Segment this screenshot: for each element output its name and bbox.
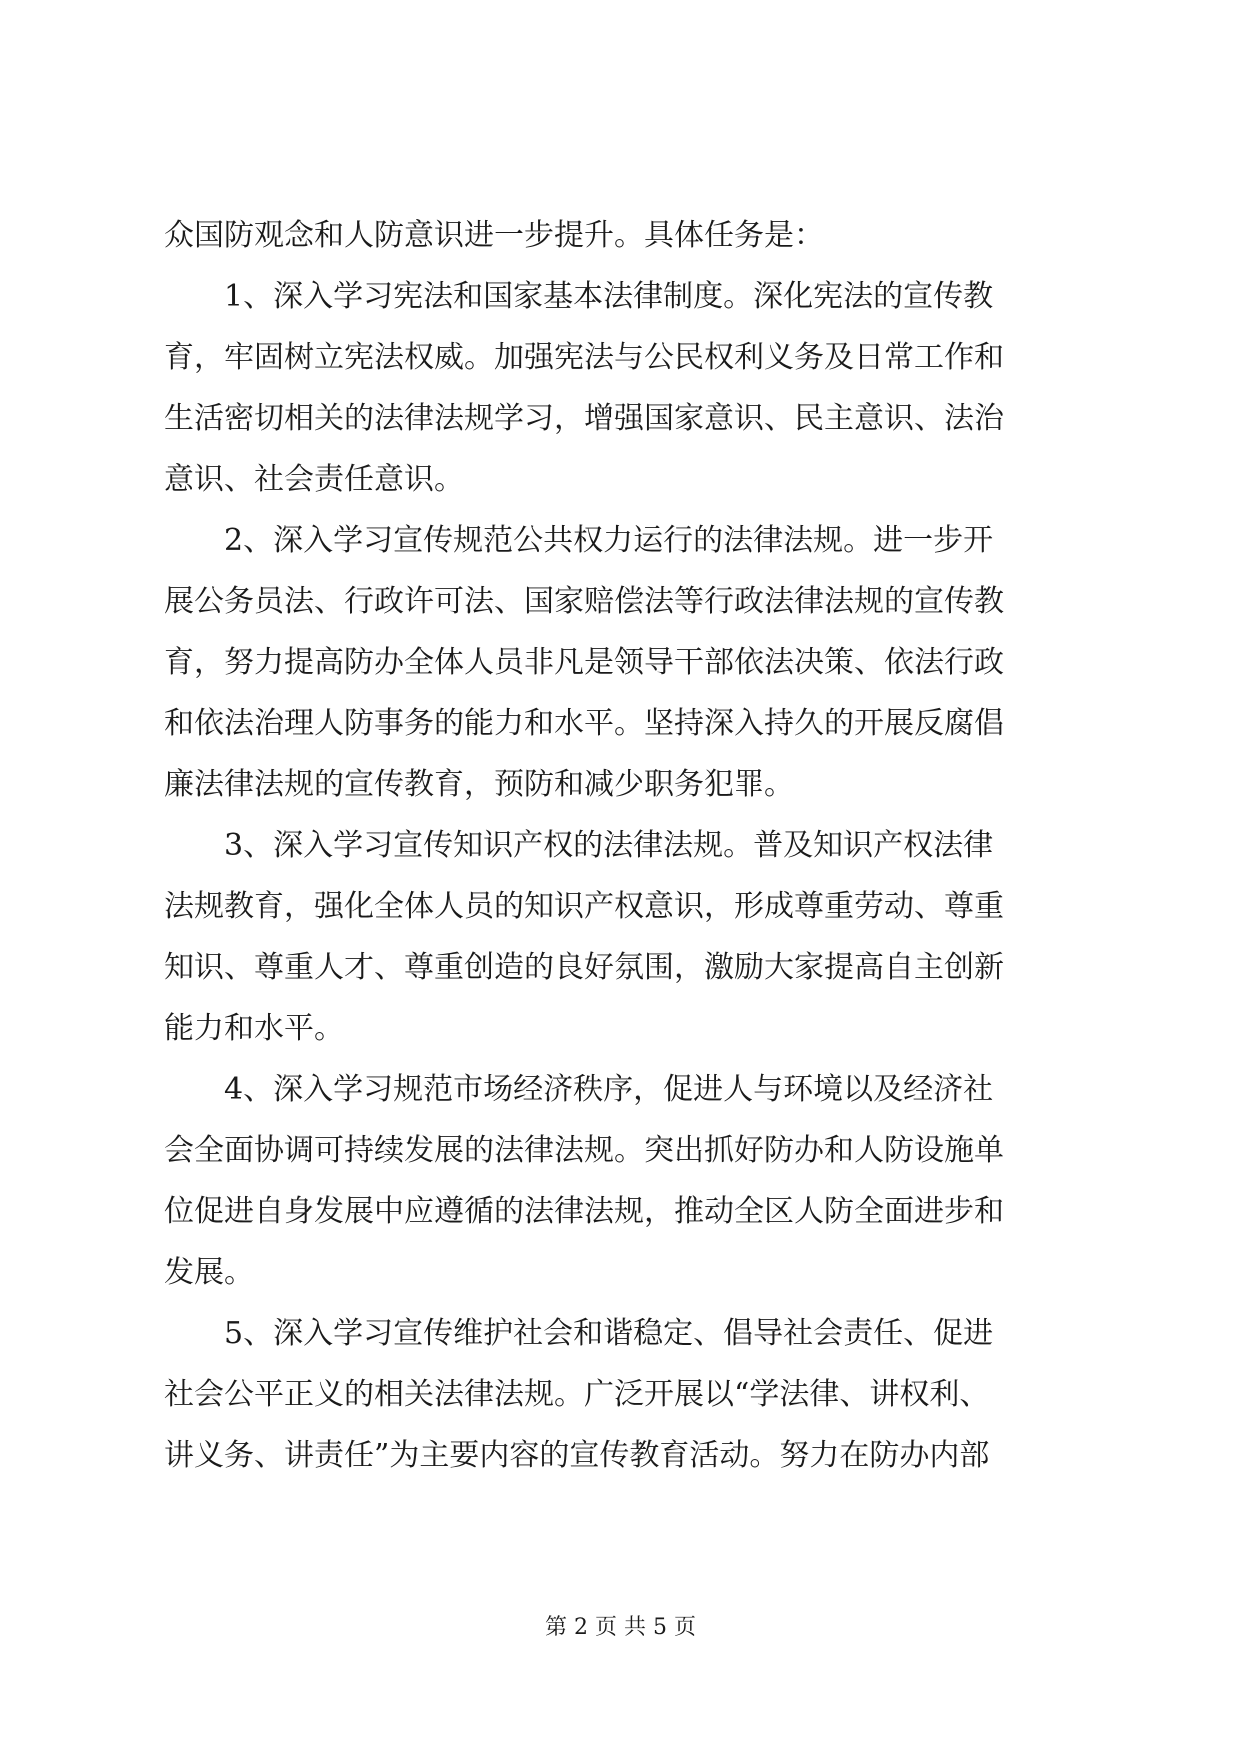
text-line: 育，努力提高防办全体人员非凡是领导干部依法决策、依法行政 [164, 645, 1004, 680]
text-line: 5、深入学习宣传维护社会和谐稳定、倡导社会责任、促进 [164, 1316, 994, 1351]
text-line: 众国防观念和人防意识进一步提升。具体任务是： [164, 218, 824, 253]
text-line: 1、深入学习宪法和国家基本法律制度。深化宪法的宣传教 [164, 279, 994, 314]
text-line: 3、深入学习宣传知识产权的法律法规。普及知识产权法律 [164, 828, 994, 863]
text-line: 2、深入学习宣传规范公共权力运行的法律法规。进一步开 [164, 523, 994, 558]
text-line: 讲义务、讲责任”为主要内容的宣传教育活动。努力在防办内部 [164, 1438, 990, 1473]
text-line: 位促进自身发展中应遵循的法律法规，推动全区人防全面进步和 [164, 1194, 1004, 1229]
text-line: 会全面协调可持续发展的法律法规。突出抓好防办和人防设施单 [164, 1133, 1004, 1168]
text-line: 生活密切相关的法律法规学习，增强国家意识、民主意识、法治 [164, 401, 1004, 436]
document-body [164, 205, 1084, 1486]
text-line: 和依法治理人防事务的能力和水平。坚持深入持久的开展反腐倡 [164, 706, 1004, 741]
text-line: 意识、社会责任意识。 [164, 462, 464, 497]
text-line: 能力和水平。 [164, 1011, 344, 1046]
text-line: 育，牢固树立宪法权威。加强宪法与公民权利义务及日常工作和 [164, 340, 1004, 375]
text-line: 展公务员法、行政许可法、国家赔偿法等行政法律法规的宣传教 [164, 584, 1004, 619]
text-line: 4、深入学习规范市场经济秩序，促进人与环境以及经济社 [164, 1072, 994, 1107]
text-line: 法规教育，强化全体人员的知识产权意识，形成尊重劳动、尊重 [164, 889, 1004, 924]
text-line: 知识、尊重人才、尊重创造的良好氛围，激励大家提高自主创新 [164, 950, 1004, 985]
page-number-footer: 第 2 页 共 5 页 [545, 1615, 696, 1640]
text-line: 社会公平正义的相关法律法规。广泛开展以“学法律、讲权利、 [164, 1377, 990, 1412]
text-line: 发展。 [164, 1255, 254, 1290]
text-line: 廉法律法规的宣传教育，预防和减少职务犯罪。 [164, 767, 794, 802]
